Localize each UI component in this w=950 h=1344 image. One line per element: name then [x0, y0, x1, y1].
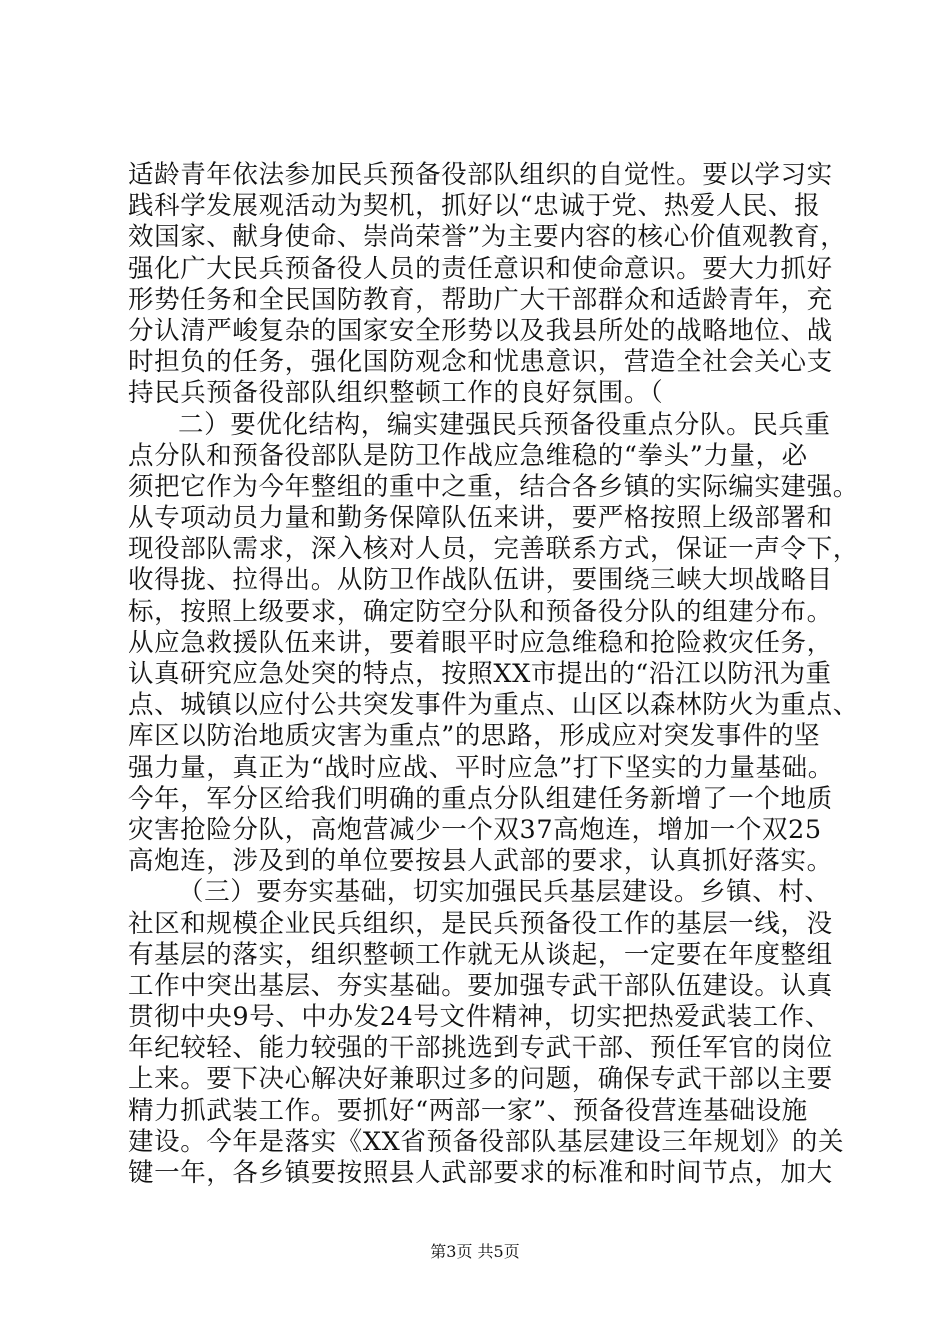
text-line: 贯彻中央9号、中办发24号文件精神，切实把热爱武装工作、: [128, 1002, 831, 1033]
text-line: 分认清严峻复杂的国家安全形势以及我县所处的战略地位、战: [128, 315, 833, 346]
text-line: 强力量，真正为“战时应战、平时应急”打下坚实的力量基础。: [128, 752, 834, 783]
text-line: 强化广大民兵预备役人员的责任意识和使命意识。要大力抓好: [128, 253, 833, 284]
text-line: 点分队和预备役部队是防卫作战应急维稳的“拳头”力量，必: [128, 440, 808, 471]
text-line: 建设。今年是落实《XX省预备役部队基层建设三年规划》的关: [128, 1126, 845, 1157]
text-line: 形势任务和全民国防教育，帮助广大干部群众和适龄青年，充: [128, 284, 833, 315]
text-line: 有基层的落实，组织整顿工作就无从谈起，一定要在年度整组: [128, 939, 833, 970]
text-line: 点、城镇以应付公共突发事件为重点、山区以森林防火为重点、: [128, 690, 859, 721]
text-line: 持民兵预备役部队组织整顿工作的良好氛围。（: [128, 378, 664, 409]
text-line: 今年，军分区给我们明确的重点分队组建任务新增了一个地质: [128, 783, 833, 814]
text-line: 现役部队需求，深入核对人员，完善联系方式，保证一声令下，: [128, 534, 859, 565]
text-line: 从应急救援队伍来讲，要着眼平时应急维稳和抢险救灾任务，: [128, 627, 833, 658]
text-line: 库区以防治地质灾害为重点”的思路，形成应对突发事件的坚: [128, 721, 821, 752]
text-line: 工作中突出基层、夯实基础。要加强专武干部队伍建设。认真: [128, 970, 833, 1001]
text-line: 上来。要下决心解决好兼职过多的问题，确保专武干部以主要: [128, 1064, 833, 1095]
text-line: 社区和规模企业民兵组织，是民兵预备役工作的基层一线，没: [128, 908, 833, 939]
text-line: 时担负的任务，强化国防观念和忧患意识，营造全社会关心支: [128, 347, 833, 378]
text-line: 键一年，各乡镇要按照县人武部要求的标准和时间节点，加大: [128, 1158, 833, 1188]
text-line: 精力抓武装工作。要抓好“两部一家”、预备役营连基础设施: [128, 1095, 808, 1126]
text-line: 认真研究应急处突的特点，按照XX市提出的“沿江以防汛为重: [128, 659, 832, 689]
text-line: 收得拢、拉得出。从防卫作战队伍讲，要围绕三峡大坝战略目: [128, 565, 833, 596]
page-indicator: 第3页 共5页: [430, 1242, 520, 1261]
text-line: 从专项动员力量和勤务保障队伍来讲，要严格按照上级部署和: [128, 503, 833, 534]
body-text: [128, 160, 859, 1189]
text-line: （三）要夯实基础，切实加强民兵基层建设。乡镇、村、: [178, 877, 831, 908]
page-footer: [0, 1241, 950, 1263]
text-line: 二）要优化结构，编实建强民兵预备役重点分队。民兵重: [178, 409, 831, 440]
text-line: 须把它作为今年整组的重中之重，结合各乡镇的实际编实建强。: [128, 471, 859, 502]
text-line: 适龄青年依法参加民兵预备役部队组织的自觉性。要以学习实: [128, 160, 833, 190]
text-line: 标，按照上级要求，确定防空分队和预备役分队的组建分布。: [128, 596, 833, 627]
text-line: 效国家、献身使命、崇尚荣誉”为主要内容的核心价值观教育，: [128, 222, 847, 253]
text-line: 高炮连，涉及到的单位要按县人武部的要求，认真抓好落实。: [128, 846, 833, 877]
text-line: 年纪较轻、能力较强的干部挑选到专武干部、预任军官的岗位: [128, 1033, 833, 1064]
text-line: 践科学发展观活动为契机，抓好以“忠诚于党、热爱人民、报: [128, 191, 821, 222]
text-line: 灾害抢险分队，高炮营减少一个双37高炮连，增加一个双25: [128, 814, 822, 845]
